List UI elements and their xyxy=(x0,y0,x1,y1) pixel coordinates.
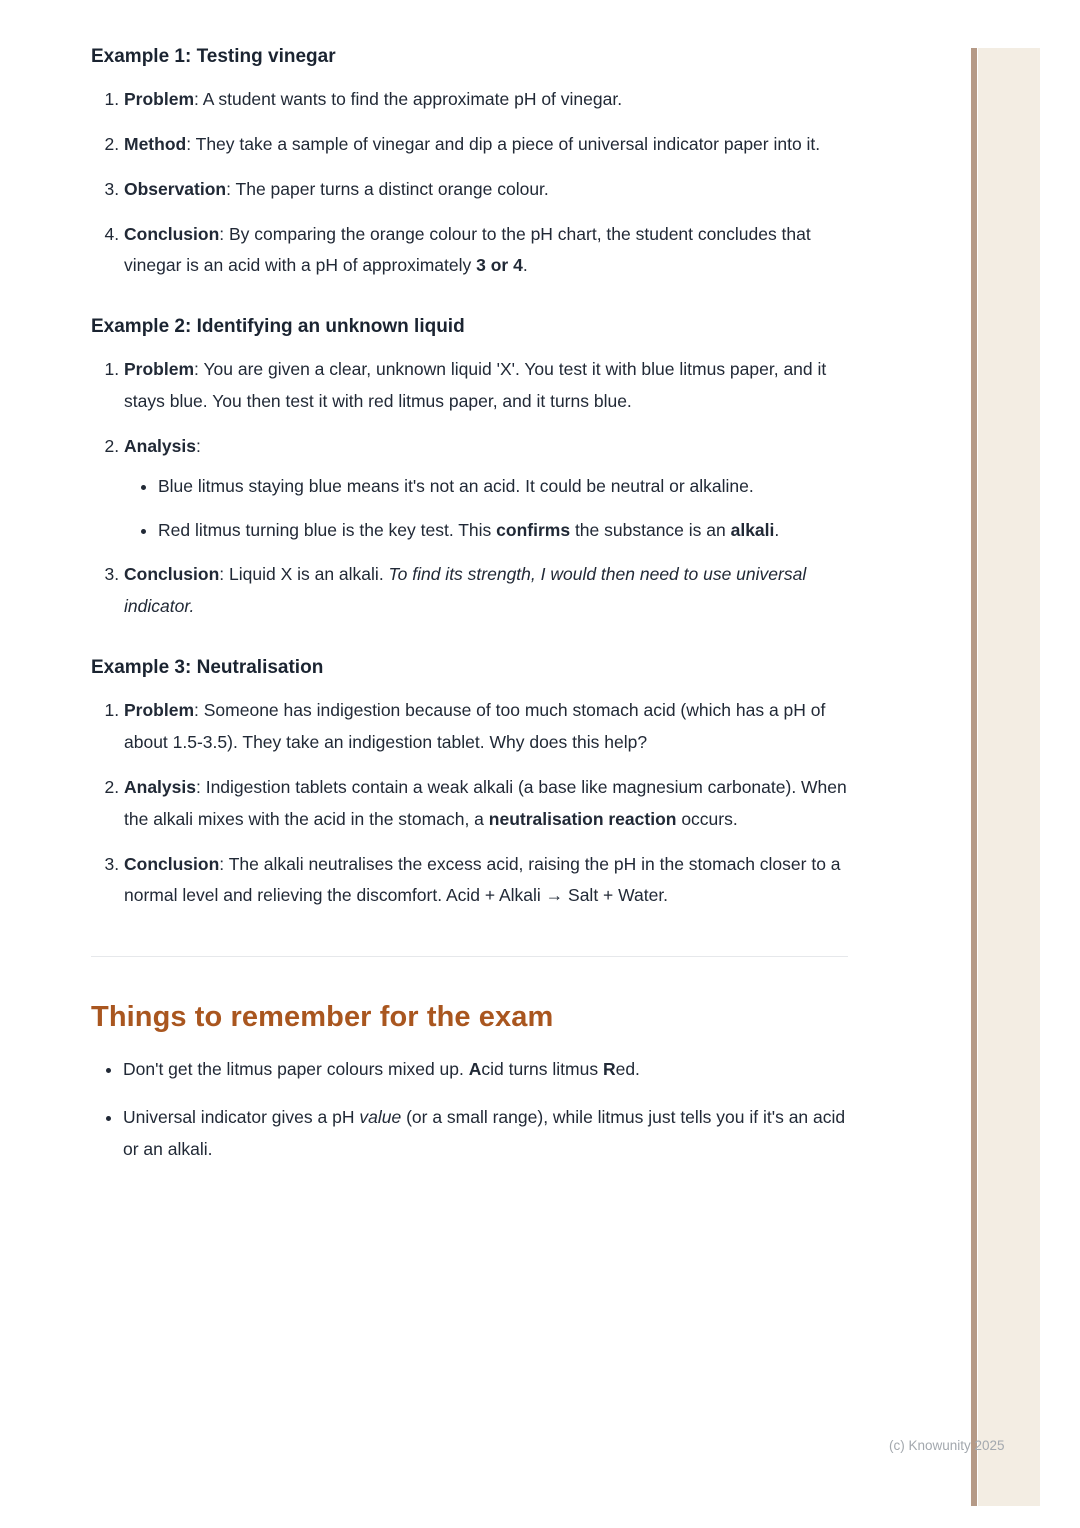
sub-list-item: • Blue litmus staying blue means it's not an acid. It could be neutral or alkaline. xyxy=(158,471,848,503)
remember-list xyxy=(91,1054,848,1166)
sub-list-item: • Red litmus turning blue is the key test. This confirms the substance is an alkali. xyxy=(158,515,848,547)
example2-list xyxy=(91,354,848,623)
footer-copyright: (c) Knowunity 2025 xyxy=(889,1438,1005,1453)
document-body xyxy=(91,46,848,1182)
list-item: 3. Conclusion: Liquid X is an alkali. To find its strength, I would then need to use universal indicator. xyxy=(124,559,848,623)
analysis-sublist xyxy=(124,471,848,547)
list-item: • Don't get the litmus paper colours mixed up. Acid turns litmus Red. xyxy=(123,1054,848,1086)
list-item: • Universal indicator gives a pH value (or a small range), while litmus just tells you if it's an acid or an alkali. xyxy=(123,1102,848,1166)
example3-list xyxy=(91,695,848,912)
page-edge-strip xyxy=(978,48,1040,1506)
list-item: 3. Conclusion: The alkali neutralises the excess acid, raising the pH in the stomach closer to a normal level and relieving the discomfort. Acid + Alkali → Salt + Water. xyxy=(124,849,848,913)
list-item: 1. Problem: A student wants to find the approximate pH of vinegar. xyxy=(124,84,848,116)
list-item: 1. Problem: Someone has indigestion because of too much stomach acid (which has a pH of about 1.5-3.5). They take an indigestion tablet. Why does this help? xyxy=(124,695,848,759)
list-item: 2. Method: They take a sample of vinegar and dip a piece of universal indicator paper into it. xyxy=(124,129,848,161)
list-item: 4. Conclusion: By comparing the orange colour to the pH chart, the student concludes that vinegar is an acid with a pH of approximately 3 or 4. xyxy=(124,219,848,283)
example3-heading: Example 3: Neutralisation xyxy=(91,657,324,679)
example2-heading: Example 2: Identifying an unknown liquid xyxy=(91,316,465,338)
list-item: 1. Problem: You are given a clear, unknown liquid 'X'. You test it with blue litmus paper, and it stays blue. You then test it with red litmus paper, and it turns blue. xyxy=(124,354,848,418)
page-edge-line xyxy=(971,48,977,1506)
example1-list xyxy=(91,84,848,282)
example1-heading: Example 1: Testing vinegar xyxy=(91,46,336,67)
list-item: 3. Observation: The paper turns a distinct orange colour. xyxy=(124,174,848,206)
section-divider xyxy=(91,956,848,957)
list-item-text: Analysis: xyxy=(124,435,201,456)
list-item: 2. Analysis: Indigestion tablets contain a weak alkali (a base like magnesium carbonate). When the alkali mixes with the acid in the stomach, a neutralisation reaction occurs. xyxy=(124,772,848,836)
list-item xyxy=(124,431,848,547)
remember-heading: Things to remember for the exam xyxy=(91,1001,554,1034)
